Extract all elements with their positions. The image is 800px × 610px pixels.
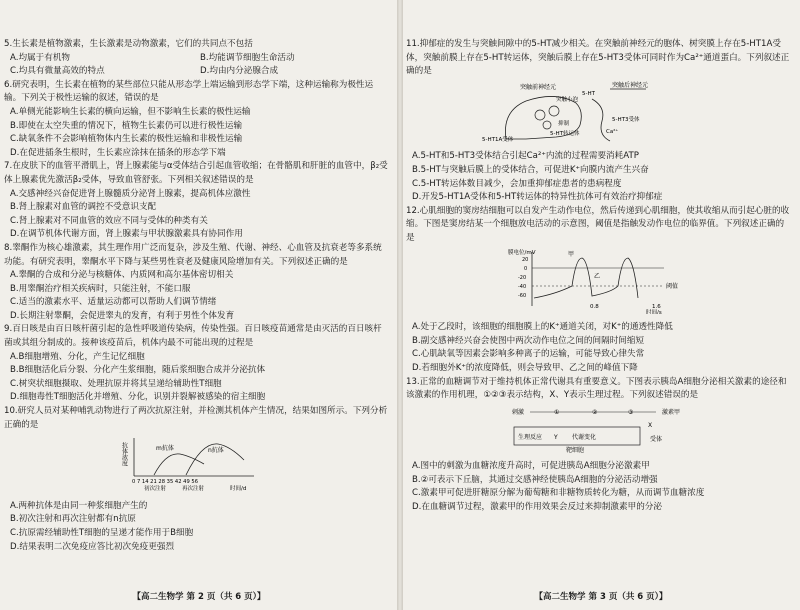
potential-curve xyxy=(534,258,638,298)
option-d: D.在血糖调节过程，激素甲的作用效果会反过来抑制激素甲的分泌 xyxy=(412,502,662,513)
5ht3-receptor-label: 5-HT3受体 xyxy=(612,116,640,123)
y-tick-20: 20 xyxy=(522,256,529,263)
option-a: A.交感神经兴奋促进肾上腺髓质分泌肾上腺素，提高机体应激性 xyxy=(10,188,251,199)
glucagon-pathway-figure xyxy=(406,405,792,459)
question-12 xyxy=(406,205,792,376)
question-13 xyxy=(406,376,792,515)
antibody-figure xyxy=(4,434,390,498)
5ht1a-receptor-label: 5-HT1A受体 xyxy=(482,136,514,143)
glucagon-pathway-diagram xyxy=(406,405,792,453)
x-tick-1-6: 1.6 xyxy=(652,303,661,310)
question-5 xyxy=(4,38,390,79)
segment-b-label: 乙 xyxy=(594,272,601,280)
option-a: A.两种抗体是由同一种浆细胞产生的 xyxy=(10,500,148,511)
page-left xyxy=(0,0,398,610)
question-stem: 12.心肌细胞的窦房结细胞可以自发产生动作电位，然后传递到心肌细胞，使其收缩从而引起心脏的收缩。下图是窦房结某一个细胞放电活动的示意图，阈值是指触发动作电位的临界值。下列叙述正确的是 xyxy=(406,205,790,243)
target-cell-label: 靶细胞 xyxy=(566,446,585,453)
page-footer: 【高二生物学 第 2 页（共 6 页）】 xyxy=(132,592,266,602)
membrane-potential-chart xyxy=(406,248,792,314)
question-stem: 5.生长素是植物激素，生长激素是动物激素，它们的共同点不包括 xyxy=(4,39,253,49)
first-injection-label: 初次注射 xyxy=(144,486,167,493)
structure-2-label: ② xyxy=(592,408,598,416)
option-c: C.树突状细胞摄取、处理抗原并将其呈递给辅助性T细胞 xyxy=(10,378,222,389)
structure-1-label: ① xyxy=(554,408,560,416)
option-a: A.处于乙段时，该细胞的细胞膜上的K⁺通道关闭，对K⁺的通透性降低 xyxy=(412,322,673,333)
option-a: A.B细胞增殖、分化，产生记忆细胞 xyxy=(10,351,145,362)
page-footer: 【高二生物学 第 3 页（共 6 页）】 xyxy=(534,592,668,602)
calcium-label: Ca²⁺ xyxy=(606,128,619,135)
transporter-label: 5-HT转运体 xyxy=(550,130,580,137)
option-a: A.图中的刺激为血糖浓度升高时，可促进胰岛A细胞分泌激素甲 xyxy=(412,461,650,472)
membrane-potential-figure xyxy=(406,248,792,320)
y-axis-label: 抗体浓度 xyxy=(120,442,128,467)
stimulus-label: 刺激 xyxy=(512,408,525,416)
option-d: D.开发5-HT1A受体和5-HT转运体的特异性抗体可有效治疗抑郁症 xyxy=(412,192,663,203)
option-c: C.均具有微量高效的特点 xyxy=(10,66,105,77)
question-stem: 9.百日咳是由百日咳杆菌引起的急性呼吸道传染病，传染性强。百日咳疫苗通常是由灭活的百日咳杆菌或其组分制成的。接种该疫苗后，机体内最不可能出现的过程是 xyxy=(4,324,382,349)
structure-3-label: ③ xyxy=(628,408,634,416)
question-11 xyxy=(406,38,792,205)
vesicle xyxy=(535,110,545,120)
option-d: D.在调节机体代谢方面，肾上腺素与甲状腺激素具有协同作用 xyxy=(10,229,243,240)
metabolic-change-label: 代谢变化 xyxy=(572,433,597,441)
option-c: C.适当的激素水平、适量运动都可以帮助人们调节情绪 xyxy=(10,297,217,308)
page-right xyxy=(402,0,800,610)
hormone-label: 激素甲 xyxy=(662,408,681,416)
option-a: A.5-HT和5-HT3受体结合引起Ca²⁺内流的过程需要消耗ATP xyxy=(412,151,639,162)
option-b: B.②可表示下丘脑，其通过交感神经使胰岛A细胞的分泌活动增强 xyxy=(412,474,658,485)
receptor-label: 受体 xyxy=(650,435,663,443)
question-stem: 8.睾酮作为核心雄激素，其生理作用广泛而复杂，涉及生殖、代谢、神经、心血管及抗衰老等多系统功能。有研究表明，睾酮水平下降与某些男性衰老及健康风险增加有关。下列叙述正确的是 xyxy=(4,242,382,267)
question-stem: 6.研究表明，生长素在植物的某些部位只能从形态学上端运输到形态学下端，这种运输称为极性运输。下列关于极性运输的叙述，错误的是 xyxy=(4,79,374,104)
option-c: C.缺氧条件不会影响植物体内生长素的极性运输和非极性运输 xyxy=(10,134,243,145)
option-b: B.即使在太空失重的情况下，植物生长素仍可以进行极性运输 xyxy=(10,120,243,131)
option-b: B.用睾酮治疗相关疾病时，只能注射，不能口服 xyxy=(10,283,191,294)
process-x-label: X xyxy=(648,421,653,429)
n-antibody-label: n抗体 xyxy=(208,447,224,455)
option-a: A.单侧光能影响生长素的横向运输，但不影响生长素的极性运输 xyxy=(10,106,251,117)
right-column xyxy=(406,38,792,515)
presynaptic-neuron-label: 突触前神经元 xyxy=(520,83,557,91)
process-y-label: Y xyxy=(554,433,558,441)
x-tick-labels: 0 7 14 21 28 35 42 49 56 xyxy=(132,479,198,486)
question-stem: 10.研究人员对某种哺乳动物进行了两次抗原注射，并检测其机体产生情况，结果如图所示。下列分析正确的是 xyxy=(4,406,388,430)
option-d: D.在促进插条生根时，生长素应涂抹在插条的形态学下端 xyxy=(10,147,226,158)
option-d: D.若细胞外K⁺的浓度降低，则会导致甲、乙之间的峰值下降 xyxy=(412,362,638,373)
y-tick-neg20: -20 xyxy=(518,274,527,281)
option-c: C.激素甲可促进肝糖原分解为葡萄糖和非糖物质转化为糖，从而调节血糖浓度 xyxy=(412,488,705,499)
option-a: A.均属于有机物 xyxy=(10,52,71,63)
option-b: B.5-HT与突触后膜上的受体结合，可促进K⁺向膜内流产生兴奋 xyxy=(412,164,649,175)
option-c: C.抗原需经辅助性T细胞的呈递才能作用于B细胞 xyxy=(10,528,194,538)
postsynaptic-neuron-label: 突触后神经元 xyxy=(612,81,649,89)
option-b: B.肾上腺素对血管的调控不受意识支配 xyxy=(10,202,157,213)
question-6 xyxy=(4,79,390,161)
left-column xyxy=(4,38,390,554)
vesicle-label: 突触小泡 xyxy=(556,96,579,103)
option-b: B.均能调节细胞生命活动 xyxy=(200,52,295,63)
second-injection-label: 再次注射 xyxy=(182,486,205,493)
option-c: C.心肌缺氧等因素会影响多种离子的运输，可能导致心律失常 xyxy=(412,349,645,360)
synapse-diagram xyxy=(406,81,792,143)
response-label: 生理反应 xyxy=(518,433,543,441)
antibody-chart xyxy=(4,434,390,492)
question-10 xyxy=(4,405,390,554)
option-b: B.副交感神经兴奋会使图中两次动作电位之间的间隔时间缩短 xyxy=(412,335,645,346)
option-c: C.5-HT转运体数目减少，会加重抑郁症患者的患病程度 xyxy=(412,178,622,189)
vesicle xyxy=(543,121,551,129)
option-d: D.长期注射睾酮，会促进睾丸的发育，有利于男性个体发育 xyxy=(10,310,235,321)
option-a: A.睾酮的合成和分泌与核糖体、内质网和高尔基体密切相关 xyxy=(10,270,234,281)
5ht-label: 5-HT xyxy=(582,90,595,97)
question-7 xyxy=(4,160,390,242)
x-axis-unit: 时间/s xyxy=(646,309,662,314)
y-tick-neg40: -40 xyxy=(518,283,527,290)
option-b: B.B细胞活化后分裂、分化产生浆细胞，随后浆细胞合成并分泌抗体 xyxy=(10,365,266,376)
m-antibody-label: m抗体 xyxy=(156,445,174,453)
inhibit-label: 抑制 xyxy=(558,120,570,127)
x-tick-0-8: 0.8 xyxy=(590,303,599,310)
x-axis-unit: 时间/d xyxy=(230,486,247,493)
option-d: D.细胞毒性T细胞活化并增殖、分化，识别并裂解被感染的宿主细胞 xyxy=(10,392,266,403)
question-stem: 7.在皮肤下的血管平滑肌上，肾上腺素能与α受体结合引起血管收缩；在骨骼肌和肝脏的血管中，β₂受体上腺素优先激活β₂受体，导致血管舒张。下列相关叙述错误的是 xyxy=(4,161,388,185)
y-axis-label: 膜电位/mV xyxy=(508,249,536,256)
option-c: C.肾上腺素对不同血管的效应不同与受体的种类有关 xyxy=(10,215,208,226)
vesicle xyxy=(549,106,559,116)
question-9 xyxy=(4,323,390,405)
option-b: B.初次注射和再次注射都有n抗原 xyxy=(10,514,136,525)
question-stem: 13.正常的血糖调节对于维持机体正常代谢具有重要意义。下图表示胰岛A细胞分泌相关激素的途径和该激素的作用机理，①②③表示结构，X、Y表示生理过程。下列叙述错误的是 xyxy=(406,376,787,401)
synapse-figure xyxy=(406,81,792,149)
question-8 xyxy=(4,242,390,324)
threshold-label: 阈值 xyxy=(666,282,679,290)
question-stem: 11.抑郁症的发生与突触间隙中的5-HT减少相关。在突触前神经元的胞体、树突膜上存在5-HT1A受体，突触前膜上存在5-HT转运体，突触后膜上存在5-HT3受体可同时作为Ca²⁺通道蛋白。下列叙述正确的是 xyxy=(406,39,790,77)
y-tick-neg60: -60 xyxy=(518,292,527,299)
segment-a-label: 甲 xyxy=(568,250,575,258)
y-tick-0: 0 xyxy=(524,265,528,272)
option-d: D.结果表明二次免疫应答比初次免疫更强烈 xyxy=(10,541,175,552)
option-d: D.均由内分泌腺合成 xyxy=(200,66,279,77)
